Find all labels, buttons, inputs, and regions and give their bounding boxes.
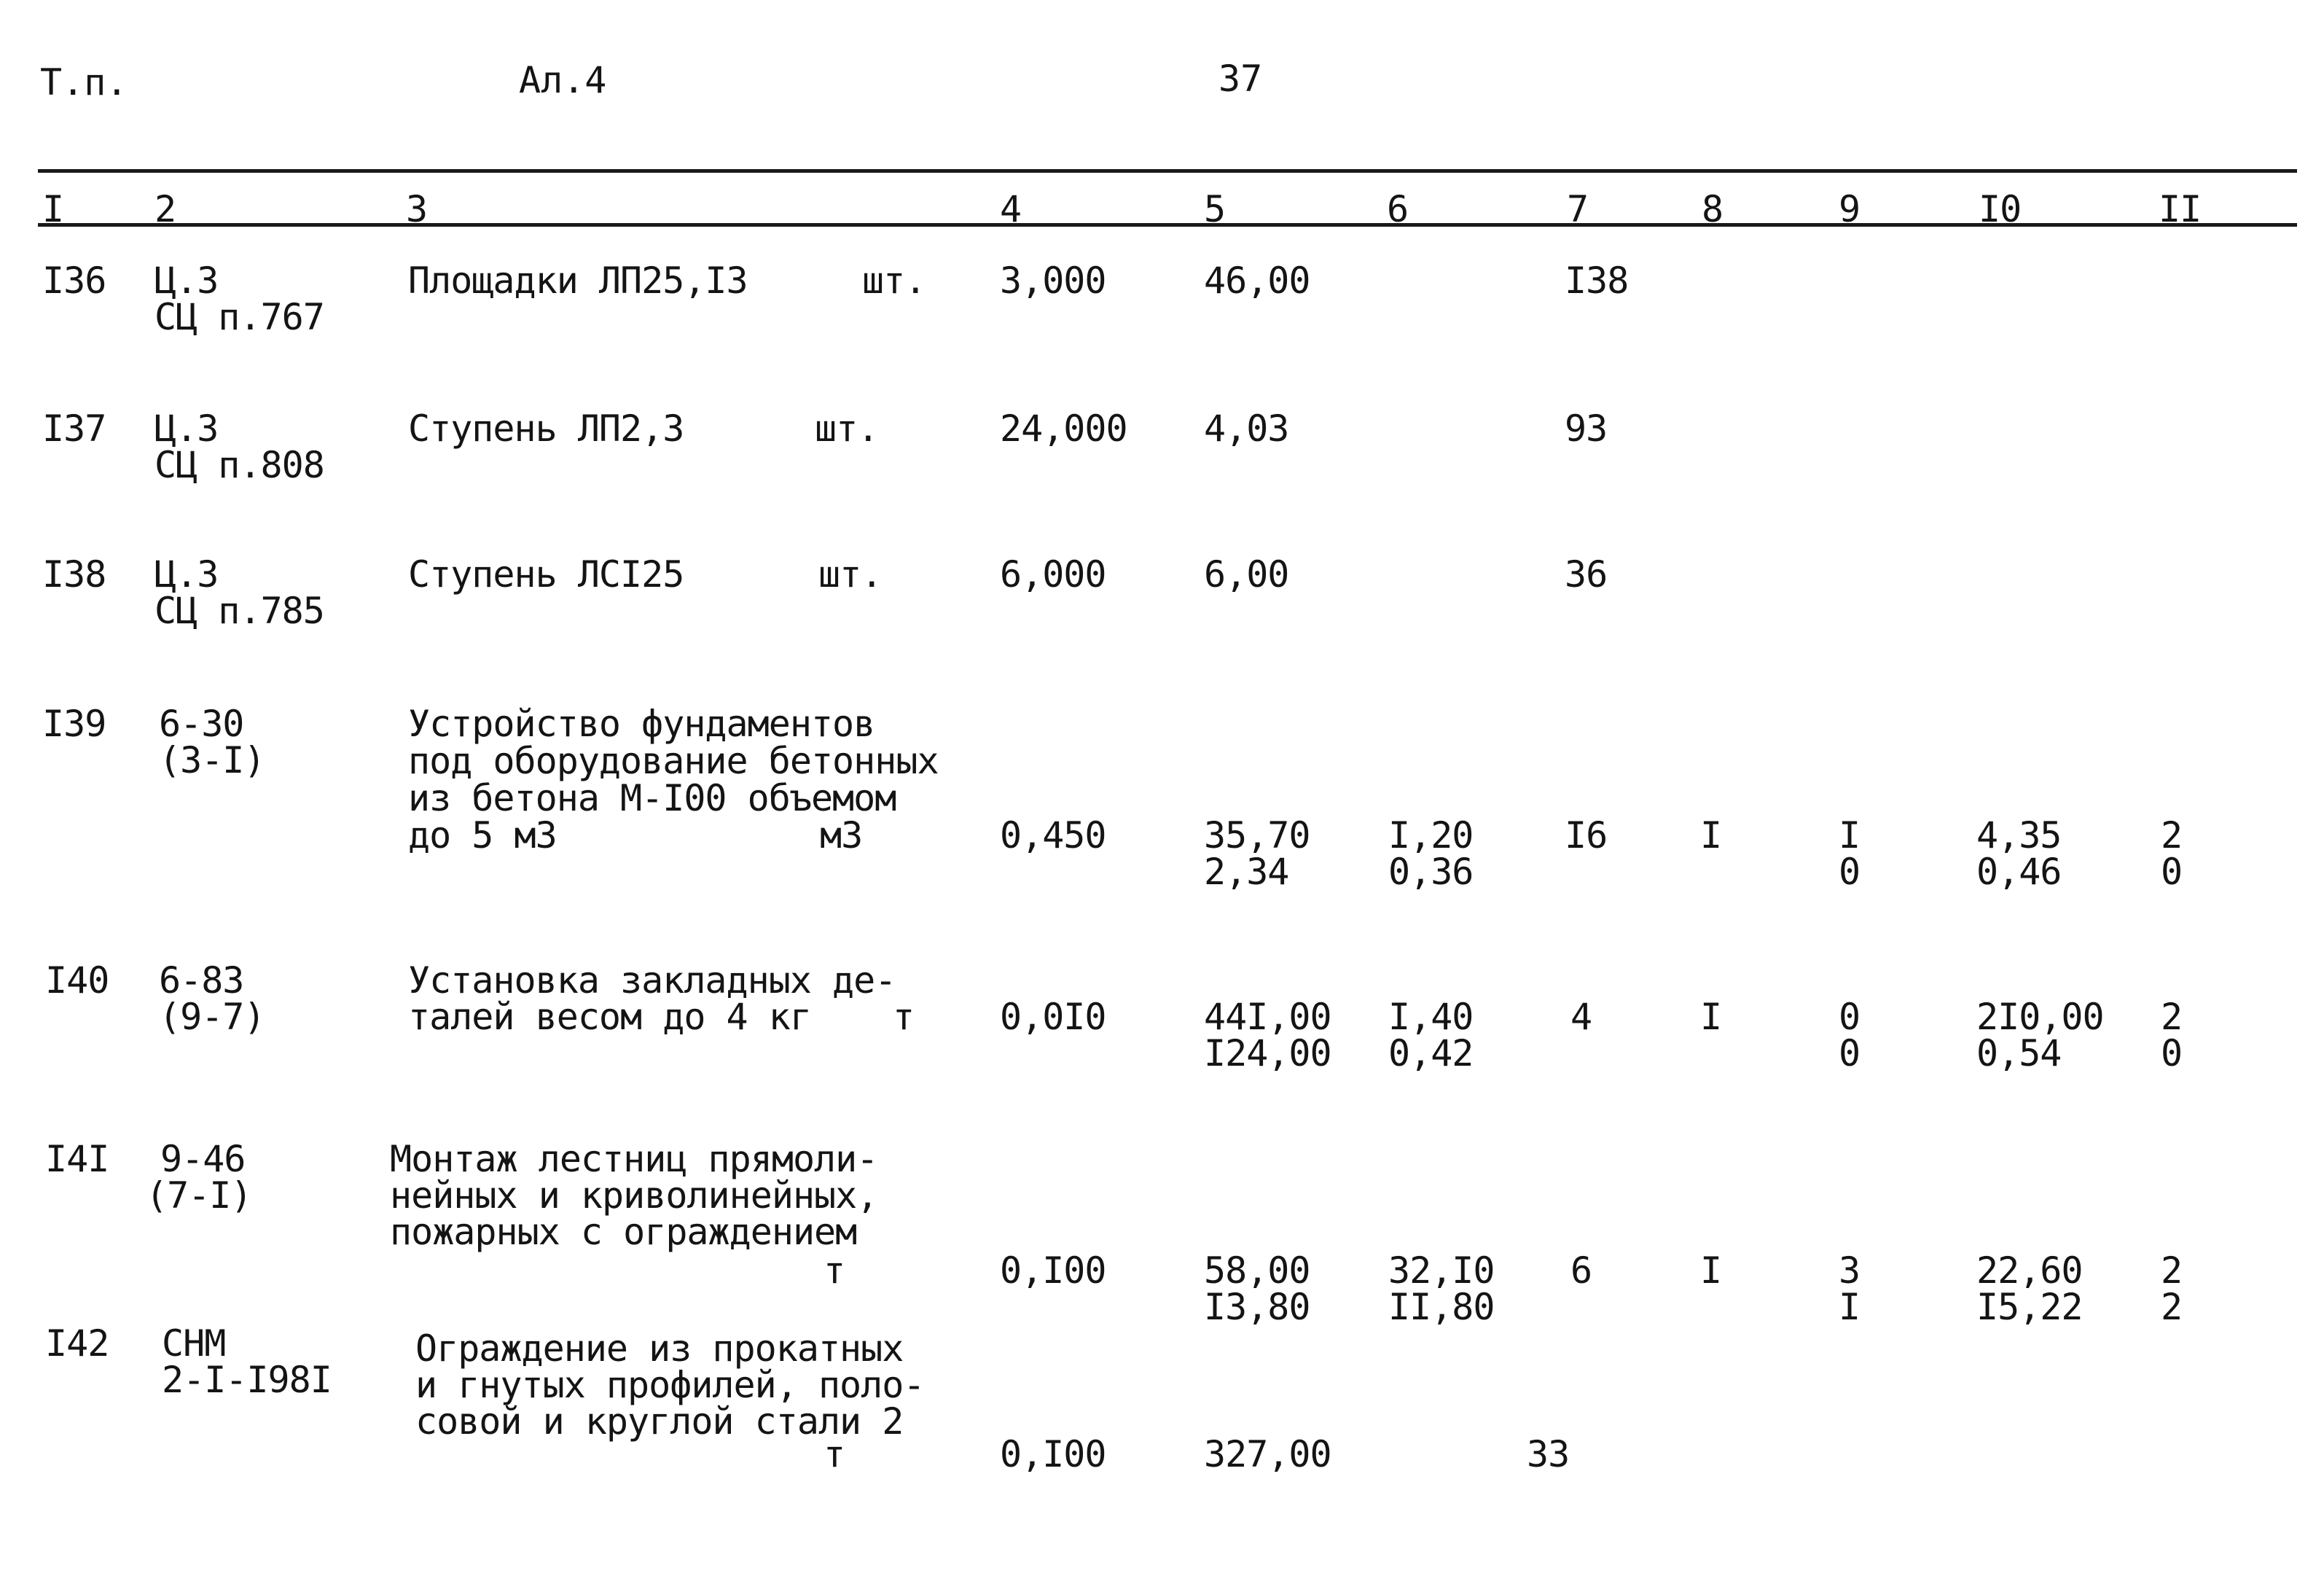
row-col5: 327,00	[1204, 1433, 1331, 1475]
column-header: I0	[1979, 188, 2022, 230]
row-number: I38	[42, 553, 106, 596]
row-description: Установка закладных де- талей весом до 4 кг	[408, 959, 896, 1038]
row-col7: 4	[1570, 996, 1592, 1038]
column-header: 5	[1204, 188, 1226, 230]
row-quantity: 24,000	[1000, 407, 1127, 450]
row-number: I36	[42, 260, 106, 302]
row-col6: I,20 0,36	[1388, 814, 1474, 893]
row-col9: I 0	[1839, 814, 1861, 893]
row-number: I4I	[45, 1138, 109, 1180]
column-header: 2	[154, 188, 176, 230]
row-col7: 33	[1527, 1433, 1570, 1475]
row-col8: I	[1700, 996, 1722, 1038]
column-header: 8	[1702, 188, 1724, 230]
row-col5: 35,70 2,34	[1204, 814, 1310, 893]
column-header: 4	[1000, 188, 1022, 230]
row-number: I39	[42, 703, 106, 745]
table-top-rule	[38, 169, 2297, 173]
row-col11: 2 0	[2161, 814, 2183, 893]
row-col7: I6	[1565, 814, 1608, 857]
column-header: 3	[406, 188, 428, 230]
row-code: 6-30 (3-I)	[159, 703, 265, 781]
sheet-label: Ал.4	[519, 59, 607, 101]
row-col10: 22,60 I5,22	[1976, 1249, 2083, 1328]
column-header: II	[2159, 188, 2202, 230]
row-quantity: 0,I00	[1000, 1433, 1106, 1475]
table-header-rule	[38, 223, 2297, 227]
row-col6: I,40 0,42	[1388, 996, 1474, 1074]
row-unit: т	[823, 1249, 845, 1292]
row-description: Монтаж лестниц прямоли- нейных и криволинейных, пожарных с ограждением	[390, 1138, 878, 1253]
row-unit: шт.	[815, 407, 879, 450]
row-number: I40	[45, 959, 109, 1002]
row-col11: 2 2	[2161, 1249, 2183, 1328]
column-header: 7	[1567, 188, 1589, 230]
row-col8: I	[1700, 814, 1722, 857]
row-description: Ограждение из прокатных и гнутых профилей, поло- совой и круглой стали 2	[415, 1327, 925, 1443]
row-col9: 3 I	[1839, 1249, 1861, 1328]
row-col11: 2 0	[2161, 996, 2183, 1074]
row-col7: 93	[1565, 407, 1608, 450]
row-unit: шт.	[818, 553, 883, 596]
row-col5: 44I,00 I24,00	[1204, 996, 1331, 1074]
row-col10: 4,35 0,46	[1976, 814, 2062, 893]
row-unit: м3	[820, 814, 863, 857]
row-number: I42	[45, 1322, 109, 1365]
row-quantity: 0,0I0	[1000, 996, 1106, 1038]
row-unit: т	[823, 1433, 845, 1475]
page-number: 37	[1218, 58, 1263, 100]
row-code: СНМ 2-I-I98I	[162, 1322, 332, 1401]
column-header: I	[42, 188, 64, 230]
row-code: Ц.3 СЦ п.785	[154, 553, 324, 632]
row-quantity: 3,000	[1000, 260, 1106, 302]
row-number: I37	[42, 407, 106, 450]
column-header: 9	[1839, 188, 1861, 230]
row-description: Ступень ЛСI25	[408, 553, 684, 596]
row-description: Площадки ЛП25,I3	[408, 260, 748, 302]
row-col9: 0 0	[1839, 996, 1861, 1074]
column-header: 6	[1387, 188, 1409, 230]
doc-type-label: Т.п.	[40, 61, 128, 104]
row-quantity: 6,000	[1000, 553, 1106, 596]
row-unit: шт.	[862, 260, 926, 302]
row-quantity: 0,450	[1000, 814, 1106, 857]
row-unit: т	[893, 996, 915, 1038]
row-quantity: 0,I00	[1000, 1249, 1106, 1292]
row-description: Устройство фундаментов под оборудование бетонных из бетона М-I00 объемом до 5 м3	[408, 703, 939, 857]
row-col8: I	[1700, 1249, 1722, 1292]
row-col5: 4,03	[1204, 407, 1289, 450]
row-col7: 36	[1565, 553, 1608, 596]
row-col10: 2I0,00 0,54	[1976, 996, 2104, 1074]
row-code: Ц.3 СЦ п.767	[154, 260, 324, 338]
row-code: 6-83 (9-7)	[159, 959, 265, 1038]
row-col7: I38	[1565, 260, 1629, 302]
row-col7: 6	[1570, 1249, 1592, 1292]
row-description: Ступень ЛП2,3	[408, 407, 684, 450]
row-col5: 6,00	[1204, 553, 1289, 596]
row-code: Ц.3 СЦ п.808	[154, 407, 324, 486]
row-code: 9-46 (7-I)	[146, 1138, 252, 1217]
row-col5: 46,00	[1204, 260, 1310, 302]
row-col5: 58,00 I3,80	[1204, 1249, 1310, 1328]
row-col6: 32,I0 II,80	[1388, 1249, 1495, 1328]
